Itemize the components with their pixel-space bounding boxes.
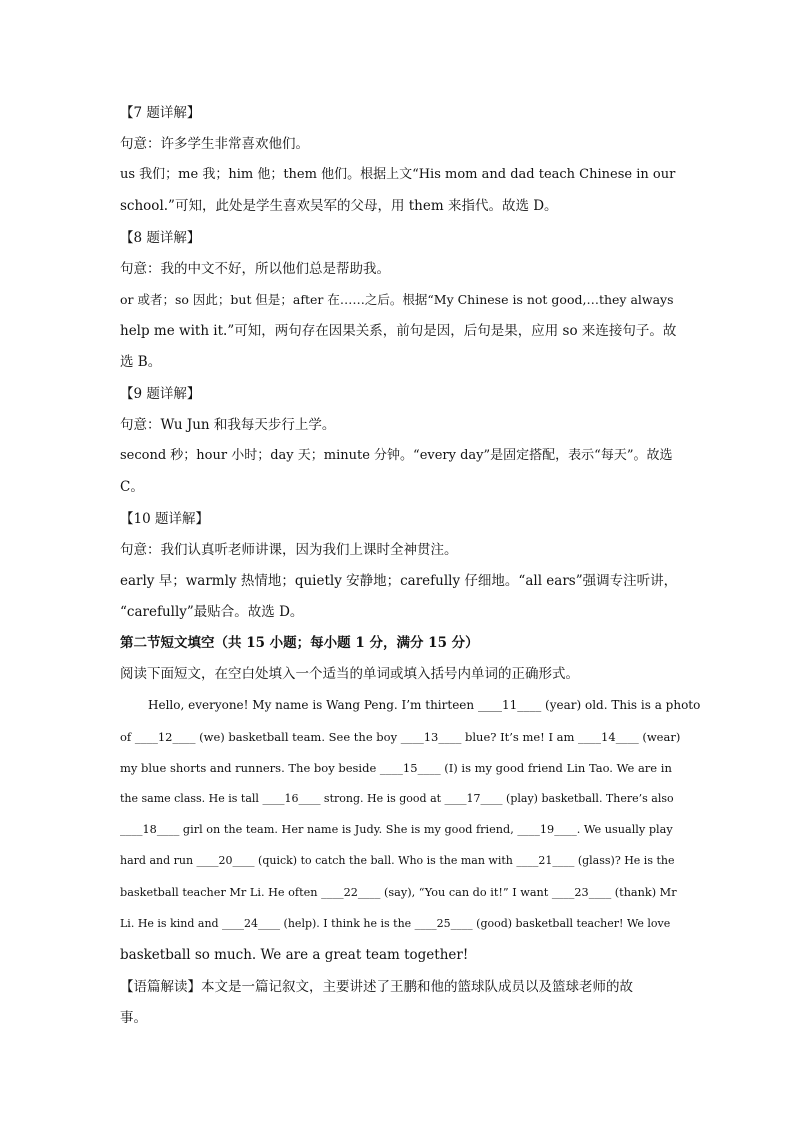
q7-line-1: us 我们；me 我；him 他；them 他们。根据上文“His mom and dad teach Chinese in our (120, 167, 676, 182)
reading-analysis-line-2: 事。 (120, 1010, 147, 1026)
q9-header: 【9 题详解】 (120, 386, 201, 402)
q8-meaning: 句意：我的中文不好，所以他们总是帮助我。 (120, 261, 390, 277)
q10-line-2: “carefully”最贴合。故选 D。 (120, 604, 304, 620)
q9-line-2: C。 (120, 479, 144, 495)
passage-line-1: Hello, everyone! My name is Wang Peng. I’m thirteen ____11____ (year) old. This is a photo (148, 698, 701, 712)
passage-line-9: basketball so much. We are a great team together! (120, 947, 469, 963)
q8-line-2: help me with it.”可知，两句存在因果关系，前句是因，后句是果，应用 so 来连接句子。故 (120, 323, 677, 339)
passage-line-2: of ____12____ (we) basketball team. See the boy ____13____ blue? It’s me! I am ____14____ (wear) (120, 730, 681, 744)
q9-line-1: second 秒；hour 小时；day 天；minute 分钟。“every day”是固定搭配，表示“每天”。故选 (120, 448, 673, 463)
q10-meaning: 句意：我们认真听老师讲课，因为我们上课时全神贯注。 (120, 542, 458, 558)
passage-line-8: Li. He is kind and ____24____ (help). I think he is the ____25____ (good) basketball teacher! We love (120, 917, 671, 930)
q8-line-3: 选 B。 (120, 354, 162, 370)
passage-line-7: basketball teacher Mr Li. He often ____22____ (say), “You can do it!” I want ____23____ (thank) Mr (120, 886, 677, 899)
q7-header: 【7 题详解】 (120, 105, 201, 121)
section-title: 第二节短文填空（共 15 小题；每小题 1 分，满分 15 分） (120, 635, 479, 651)
passage-line-4: the same class. He is tall ____16____ strong. He is good at ____17____ (play) basketball. There’s also (120, 792, 674, 805)
q7-meaning: 句意：许多学生非常喜欢他们。 (120, 136, 309, 152)
q10-header: 【10 题详解】 (120, 511, 209, 527)
q9-meaning: 句意：Wu Jun 和我每天步行上学。 (120, 417, 336, 433)
q10-line-1: early 早；warmly 热情地；quietly 安静地；carefully 仔细地。“all ears”强调专注听讲， (120, 573, 678, 589)
section-instruction: 阅读下面短文，在空白处填入一个适当的单词或填入括号内单词的正确形式。 (120, 666, 579, 682)
passage-line-3: my blue shorts and runners. The boy beside ____15____ (I) is my good friend Lin Tao. We are in (120, 761, 672, 775)
passage-line-6: hard and run ____20____ (quick) to catch the ball. Who is the man with ____21____ (glass)? He is the (120, 854, 675, 867)
q7-line-2: school.”可知，此处是学生喜欢吴军的父母，用 them 来指代。故选 D。 (120, 198, 558, 214)
q8-header: 【8 题详解】 (120, 230, 201, 246)
reading-analysis-line-1: 【语篇解读】本文是一篇记叙文，主要讲述了王鹏和他的篮球队成员以及篮球老师的故 (120, 979, 633, 995)
q8-line-1: or 或者；so 因此；but 但是；after 在……之后。根据“My Chinese is not good,…they always (120, 292, 674, 307)
passage-line-5: ____18____ girl on the team. Her name is Judy. She is my good friend, ____19____. We usually play (120, 823, 673, 836)
